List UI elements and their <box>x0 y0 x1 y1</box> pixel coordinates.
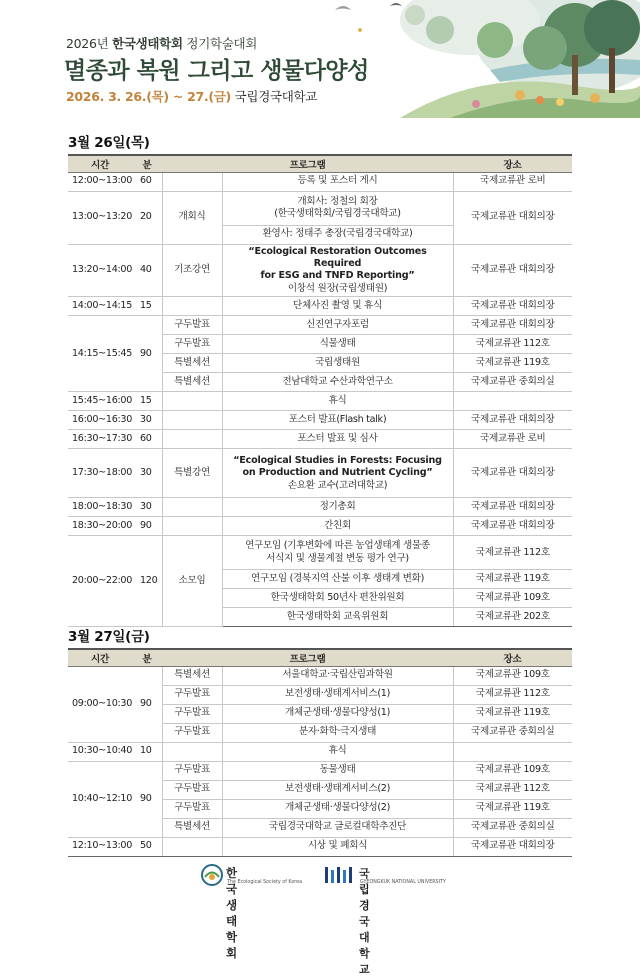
table-row <box>68 837 572 856</box>
cell-program: 식물생태 <box>222 335 453 354</box>
cell-time: 16:00~16:30 <box>68 411 132 430</box>
cell-place: 국제교류관 119호 <box>453 570 572 589</box>
cell-time: 13:00~13:20 <box>68 191 132 244</box>
table-row <box>68 172 572 191</box>
cell-time: 14:15~15:45 <box>68 316 132 392</box>
day1-heading: 3월 26일(목) <box>68 135 150 151</box>
cell-place: 국제교류관 119호 <box>453 354 572 373</box>
cell-program: 시상 및 폐회식 <box>222 837 453 856</box>
cell-program: 연구모임 (경북지역 산불 이후 생태계 변화) <box>222 570 453 589</box>
cell-program <box>222 191 453 225</box>
cell-program: 등록 및 포스터 게시 <box>222 172 453 191</box>
cell-minutes: 60 <box>132 172 162 191</box>
table-row <box>68 449 572 498</box>
cell-category <box>162 498 222 517</box>
cell-program: 국립생태원 <box>222 354 453 373</box>
cell-program <box>222 244 453 297</box>
table-header-row <box>68 155 572 172</box>
cell-place: 국제교류관 대회의장 <box>453 244 572 297</box>
poster-header <box>0 0 640 118</box>
cell-category: 특별강연 <box>162 449 222 498</box>
day2-heading: 3월 27일(금) <box>68 629 150 645</box>
table-row <box>68 761 572 780</box>
cell-place: 국제교류관 109호 <box>453 761 572 780</box>
cell-time: 12:00~13:00 <box>68 172 132 191</box>
cell-minutes: 120 <box>132 536 162 627</box>
lecture-title: for ESG and TNFD Reporting” <box>260 270 415 282</box>
cell-category: 기조강연 <box>162 244 222 297</box>
cell-time: 15:45~16:00 <box>68 392 132 411</box>
cell-category: 특별세션 <box>162 354 222 373</box>
cell-time: 10:40~12:10 <box>68 761 132 837</box>
col-time: 시간 <box>68 155 132 172</box>
event-title: 멸종과 복원 그리고 생물다양성 <box>64 58 369 84</box>
cell-minutes: 40 <box>132 244 162 297</box>
cell-program: 분자·화학·극지생태 <box>222 723 453 742</box>
cell-program: 보전생태·생태계서비스(2) <box>222 780 453 799</box>
cell-place: 국제교류관 112호 <box>453 536 572 570</box>
col-minutes: 분 <box>132 155 162 172</box>
cell-category: 개회식 <box>162 191 222 244</box>
cell-place: 국제교류관 대회의장 <box>453 316 572 335</box>
event-date-venue <box>66 87 317 105</box>
cell-place: 국제교류관 109호 <box>453 666 572 685</box>
cell-place: 국제교류관 112호 <box>453 335 572 354</box>
col-program: 프로그램 <box>162 155 453 172</box>
day2-schedule-table <box>68 648 572 857</box>
subtitle-event: 정기학술대회 <box>186 36 258 51</box>
cell-program: 휴식 <box>222 742 453 761</box>
event-date: 2026. 3. 26.(목) ~ 27.(금) <box>66 89 231 104</box>
cell-place: 국제교류관 대회의장 <box>453 449 572 498</box>
cell-program: 국립경국대학교 글로컬대학추진단 <box>222 818 453 837</box>
col-program: 프로그램 <box>162 649 453 666</box>
university-name: 국립경국대학교 <box>359 867 370 976</box>
cell-minutes: 10 <box>132 742 162 761</box>
cell-place <box>453 392 572 411</box>
cell-category: 구두발표 <box>162 723 222 742</box>
cell-program: 전남대학교 수산과학연구소 <box>222 373 453 392</box>
cell-place: 국제교류관 대회의장 <box>453 517 572 536</box>
table-row <box>68 411 572 430</box>
university-name-en: GYEONGKUK NATIONAL UNIVERSITY <box>360 880 446 885</box>
lecture-title: “Ecological Studies in Forests: Focusing <box>233 454 442 466</box>
table-row <box>68 666 572 685</box>
cell-category <box>162 517 222 536</box>
cell-place: 국제교류관 대회의장 <box>453 411 572 430</box>
cell-minutes: 90 <box>132 517 162 536</box>
table-row <box>68 536 572 570</box>
cell-time: 16:30~17:30 <box>68 430 132 449</box>
cell-program: 한국생태학회 교육위원회 <box>222 608 453 627</box>
cell-program: 개체군생태·생물다양성(2) <box>222 799 453 818</box>
lecturer: 손요환 교수(고려대학교) <box>287 479 388 491</box>
table-row <box>68 316 572 335</box>
cell-place: 국제교류관 중회의실 <box>453 373 572 392</box>
cell-time: 18:30~20:00 <box>68 517 132 536</box>
cell-program: 포스터 발표(Flash talk) <box>222 411 453 430</box>
cell-program: 한국생태학회 50년사 편찬위원회 <box>222 589 453 608</box>
cell-time: 17:30~18:00 <box>68 449 132 498</box>
cell-minutes: 30 <box>132 498 162 517</box>
cell-program: 개체군생태·생물다양성(1) <box>222 704 453 723</box>
cell-minutes: 90 <box>132 761 162 837</box>
cell-time: 09:00~10:30 <box>68 666 132 742</box>
program-line: 연구모임 (기후변화에 따른 농업생태계 생물종 <box>245 540 430 552</box>
cell-place <box>453 742 572 761</box>
cell-time: 12:10~13:00 <box>68 837 132 856</box>
subtitle-year: 2026년 <box>66 36 109 51</box>
cell-program: 서울대학교·국립산림과학원 <box>222 666 453 685</box>
cell-category: 특별세션 <box>162 818 222 837</box>
society-logo-icon <box>201 864 223 886</box>
col-time: 시간 <box>68 649 132 666</box>
cell-category <box>162 392 222 411</box>
cell-place: 국제교류관 119호 <box>453 704 572 723</box>
cell-category: 구두발표 <box>162 761 222 780</box>
subtitle-org: 한국생태학회 <box>112 36 183 51</box>
cell-category: 구두발표 <box>162 335 222 354</box>
table-row <box>68 742 572 761</box>
cell-place: 국제교류관 로비 <box>453 430 572 449</box>
program-line: 서식지 및 생물계절 변동 평가 연구) <box>266 552 409 564</box>
cell-minutes: 20 <box>132 191 162 244</box>
cell-place: 국제교류관 대회의장 <box>453 297 572 316</box>
university-logo-icon <box>323 864 355 886</box>
col-minutes: 분 <box>132 649 162 666</box>
cell-category: 소모임 <box>162 536 222 627</box>
cell-minutes: 15 <box>132 297 162 316</box>
cell-time: 20:00~22:00 <box>68 536 132 627</box>
cell-category <box>162 837 222 856</box>
table-row <box>68 517 572 536</box>
cell-minutes: 90 <box>132 666 162 742</box>
table-row <box>68 244 572 297</box>
society-name: 한국생태학회 <box>226 866 238 960</box>
cell-program: 신진연구자포럼 <box>222 316 453 335</box>
cell-category <box>162 297 222 316</box>
cell-category <box>162 172 222 191</box>
cell-time: 13:20~14:00 <box>68 244 132 297</box>
col-place: 장소 <box>453 649 572 666</box>
cell-minutes: 30 <box>132 411 162 430</box>
lecturer: 이창석 원장(국립생태원) <box>287 282 388 294</box>
cell-minutes: 50 <box>132 837 162 856</box>
cell-place: 국제교류관 대회의장 <box>453 837 572 856</box>
event-venue: 국립경국대학교 <box>234 89 318 104</box>
cell-place: 국제교류관 202호 <box>453 608 572 627</box>
cell-program: 동물생태 <box>222 761 453 780</box>
cell-time: 18:00~18:30 <box>68 498 132 517</box>
program-line: 개회사: 정철의 회장 <box>297 195 378 207</box>
cell-category <box>162 742 222 761</box>
cell-minutes: 15 <box>132 392 162 411</box>
cell-place: 국제교류관 109호 <box>453 589 572 608</box>
cell-place: 국제교류관 중회의실 <box>453 818 572 837</box>
cell-program: 간친회 <box>222 517 453 536</box>
poster-footer <box>0 862 640 976</box>
table-row <box>68 191 572 225</box>
cell-category: 구두발표 <box>162 704 222 723</box>
table-row <box>68 392 572 411</box>
table-row <box>68 430 572 449</box>
lecture-title: “Ecological Restoration Outcomes Required <box>248 245 427 269</box>
program-line: (한국생태학회/국립경국대학교) <box>274 208 401 219</box>
cell-place: 국제교류관 112호 <box>453 685 572 704</box>
cell-category: 특별세션 <box>162 373 222 392</box>
cell-program: 환영사: 정태주 총장(국립경국대학교) <box>222 225 453 244</box>
cell-category: 구두발표 <box>162 780 222 799</box>
cell-program: 단체사진 촬영 및 휴식 <box>222 297 453 316</box>
table-row <box>68 297 572 316</box>
event-subtitle <box>66 34 257 52</box>
cell-place: 국제교류관 중회의실 <box>453 723 572 742</box>
cell-minutes: 90 <box>132 316 162 392</box>
col-place: 장소 <box>453 155 572 172</box>
cell-category <box>162 430 222 449</box>
lecture-title: on Production and Nutrient Cycling” <box>242 467 433 479</box>
cell-program: 휴식 <box>222 392 453 411</box>
cell-place: 국제교류관 112호 <box>453 780 572 799</box>
cell-place: 국제교류관 대회의장 <box>453 498 572 517</box>
cell-program <box>222 449 453 498</box>
cell-place: 국제교류관 대회의장 <box>453 191 572 244</box>
cell-program <box>222 536 453 570</box>
cell-category <box>162 411 222 430</box>
cell-place: 국제교류관 로비 <box>453 172 572 191</box>
day1-schedule-table <box>68 154 572 627</box>
table-row <box>68 498 572 517</box>
cell-minutes: 60 <box>132 430 162 449</box>
cell-category: 구두발표 <box>162 799 222 818</box>
cell-category: 구두발표 <box>162 316 222 335</box>
cell-program: 포스터 발표 및 심사 <box>222 430 453 449</box>
cell-time: 10:30~10:40 <box>68 742 132 761</box>
table-header-row <box>68 649 572 666</box>
cell-category: 특별세션 <box>162 666 222 685</box>
cell-program: 정기총회 <box>222 498 453 517</box>
cell-place: 국제교류관 119호 <box>453 799 572 818</box>
cell-program: 보전생태·생태계서비스(1) <box>222 685 453 704</box>
cell-time: 14:00~14:15 <box>68 297 132 316</box>
society-name-en: The Ecological Society of Korea <box>227 880 303 885</box>
cell-category: 구두발표 <box>162 685 222 704</box>
cell-minutes: 30 <box>132 449 162 498</box>
